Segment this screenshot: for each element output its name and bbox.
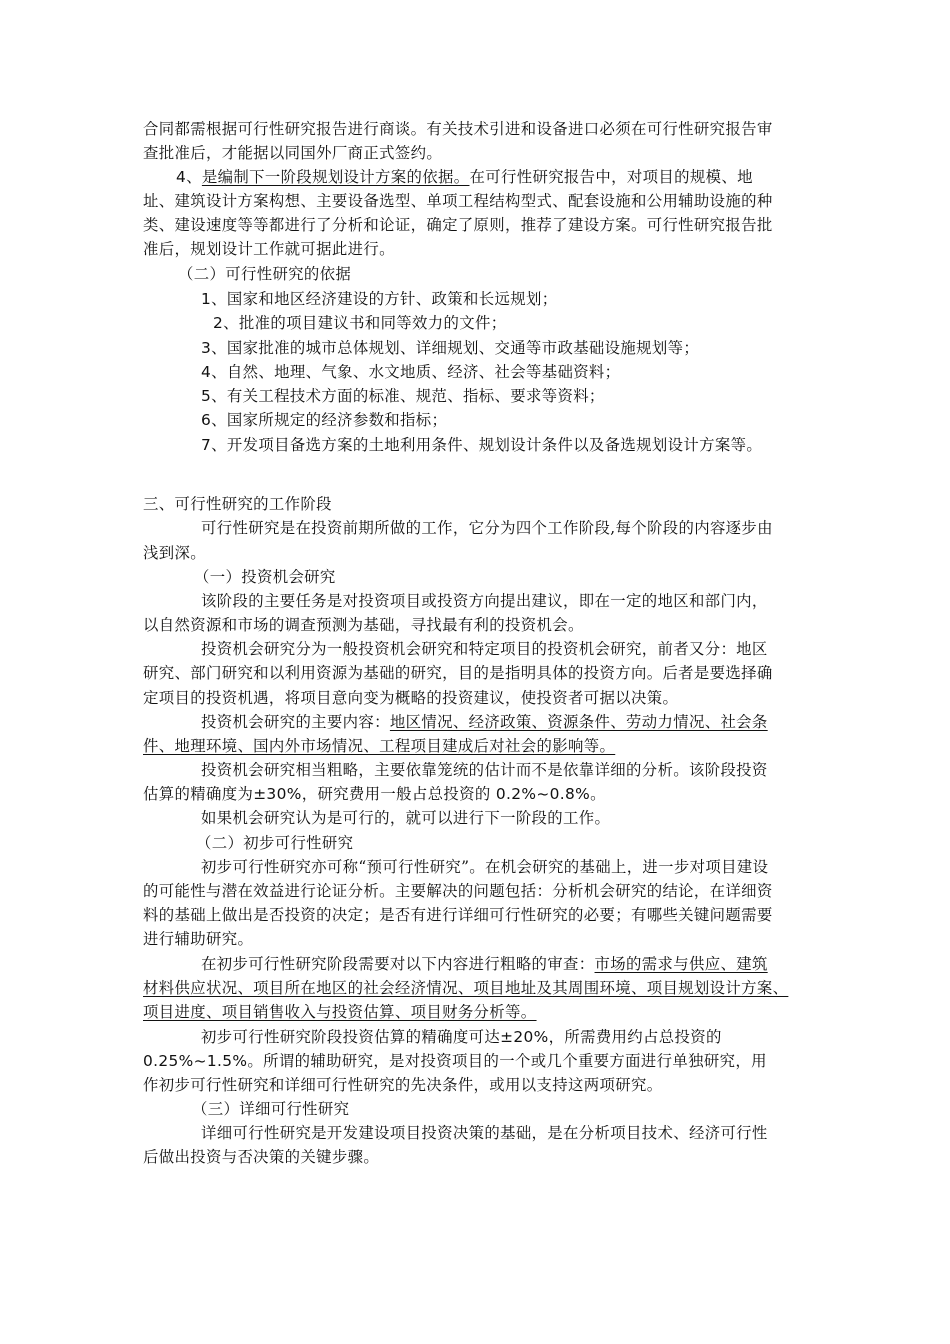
text-segment: 类、建设速度等等都进行了分析和论证，确定了原则，推荐了建设方案。可行性研究报告批: [143, 216, 773, 234]
text-line: [192, 1097, 862, 1121]
text-line: [143, 1049, 813, 1073]
text-segment: 0.2%~0.8%: [495, 785, 591, 803]
text-segment: 估算的精确度为: [143, 785, 254, 803]
text-segment: 。: [590, 785, 606, 803]
text-segment: 查批准后，才能据以同国外厂商正式签约。: [143, 144, 443, 162]
text-line: [201, 758, 871, 782]
text-segment: 。所谓的辅助研究，是对投资项目的一个或几个重要方面进行单独研究，用: [247, 1052, 767, 1070]
text-line: [143, 734, 813, 758]
text-segment: （三）详细可行性研究: [192, 1100, 350, 1118]
text-segment: 初步可行性研究阶段投资估算的精确度可达: [201, 1028, 501, 1046]
text-line: [201, 637, 871, 661]
underlined-text-segment: 市场的需求与供应、建筑: [594, 955, 768, 973]
text-segment: 7: [201, 436, 212, 454]
text-segment: 3: [201, 339, 212, 357]
text-segment: 料的基础上做出是否投资的决定；是否有进行详细可行性研究的必要；有哪些关键问题需要: [143, 906, 773, 924]
text-segment: 、国家批准的城市总体规划、详细规划、交通等市政基础设施规划等；: [211, 339, 700, 357]
underlined-text-segment: 地区情况、经济政策、资源条件、劳动力情况、社会条: [389, 713, 768, 731]
text-line: [143, 927, 813, 951]
underlined-text-segment: 件、地理环境、国内外市场情况、工程项目建成后对社会的影响等。: [143, 737, 616, 755]
text-segment: 6: [201, 411, 212, 429]
text-segment: 定项目的投资机遇，将项目意向变为概略的投资建议，使投资者可据以决策。: [143, 689, 679, 707]
text-segment: 、有关工程技术方面的标准、规范、指标、要求等资料；: [211, 387, 605, 405]
text-line: [143, 141, 813, 165]
text-line: [143, 189, 813, 213]
text-line: [201, 433, 871, 457]
text-line: [143, 613, 813, 637]
text-line: [201, 408, 871, 432]
text-segment: 后做出投资与否决策的关键步骤。: [143, 1148, 380, 1166]
text-line: [143, 237, 813, 261]
underlined-text-segment: 是编制下一阶段规划设计方案的依据。: [201, 168, 470, 186]
text-line: [194, 565, 864, 589]
text-line: [201, 336, 871, 360]
text-segment: 1: [201, 290, 212, 308]
text-segment: 初步可行性研究亦可称“预可行性研究”。在机会研究的基础上，进一步对项目建设: [201, 858, 769, 876]
text-line: [143, 903, 813, 927]
text-segment: （二）初步可行性研究: [196, 834, 354, 852]
text-segment: 以自然资源和市场的调查预测为基础，寻找最有利的投资机会。: [143, 616, 584, 634]
text-line: [201, 384, 871, 408]
text-line: [213, 311, 883, 335]
text-line: [143, 782, 813, 806]
text-segment: 作初步可行性研究和详细可行性研究的先决条件，或用以支持这两项研究。: [143, 1076, 663, 1094]
text-line: [201, 1121, 871, 1145]
text-segment: 、自然、地理、气象、水文地质、经济、社会等基础资料；: [211, 363, 621, 381]
text-segment: 详细可行性研究是开发建设项目投资决策的基础，是在分析项目技术、经济可行性: [201, 1124, 768, 1142]
text-segment: 0.25%~1.5%: [143, 1052, 248, 1070]
text-segment: 三、可行性研究的工作阶段: [143, 495, 332, 513]
text-segment: 、国家所规定的经济参数和指标；: [211, 411, 448, 429]
text-segment: ，所需费用约占总投资的: [548, 1028, 722, 1046]
text-line: [201, 516, 871, 540]
text-segment: 进行辅助研究。: [143, 930, 254, 948]
text-line: [143, 879, 813, 903]
text-segment: 在可行性研究报告中，对项目的规模、地: [469, 168, 753, 186]
text-segment: 研究、部门研究和以利用资源为基础的研究，目的是指明具体的投资方向。后者是要选择确: [143, 664, 773, 682]
text-segment: 如果机会研究认为是可行的，就可以进行下一阶段的工作。: [201, 809, 611, 827]
text-line: [143, 1145, 813, 1169]
text-line: [201, 855, 871, 879]
text-line: [143, 492, 813, 516]
text-segment: ，研究费用一般占总投资的: [301, 785, 496, 803]
text-line: [143, 117, 813, 141]
text-line: [201, 1025, 871, 1049]
text-line: [201, 287, 871, 311]
text-segment: 该阶段的主要任务是对投资项目或投资方向提出建议，即在一定的地区和部门内，: [201, 592, 768, 610]
text-segment: ±20%: [500, 1028, 549, 1046]
text-segment: 、批准的项目建议书和同等效力的文件；: [223, 314, 507, 332]
text-segment: 、国家和地区经济建设的方针、政策和长远规划；: [211, 290, 558, 308]
text-segment: 合同都需根据可行性研究报告进行商谈。有关技术引进和设备进口必须在可行性研究报告审: [143, 120, 773, 138]
text-segment: ±30%: [253, 785, 302, 803]
text-line: [143, 213, 813, 237]
text-segment: 2: [213, 314, 224, 332]
text-segment: 投资机会研究分为一般投资机会研究和特定项目的投资机会研究，前者又分：地区: [201, 640, 768, 658]
text-line: [143, 661, 813, 685]
text-line: [143, 1000, 813, 1024]
text-line: [201, 952, 871, 976]
text-segment: 投资机会研究相当粗略，主要依靠笼统的估计而不是依靠详细的分析。该阶段投资: [201, 761, 768, 779]
text-line: [201, 710, 871, 734]
underlined-text-segment: 项目进度、项目销售收入与投资估算、项目财务分析等。: [143, 1003, 537, 1021]
text-segment: 准后，规划设计工作就可据此进行。: [143, 240, 395, 258]
text-segment: 4、: [176, 168, 202, 186]
text-segment: 4: [201, 363, 212, 381]
text-line: [176, 165, 846, 189]
underlined-text-segment: 材料供应状况、项目所在地区的社会经济情况、项目地址及其周围环境、项目规划设计方案、: [143, 979, 789, 997]
text-line: [143, 686, 813, 710]
text-segment: （一）投资机会研究: [194, 568, 336, 586]
text-line: [201, 806, 871, 830]
text-segment: 、开发项目备选方案的土地利用条件、规划设计条件以及备选规划设计方案等。: [211, 436, 763, 454]
text-line: [196, 831, 866, 855]
text-segment: 5: [201, 387, 212, 405]
text-line: [143, 1073, 813, 1097]
text-segment: 投资机会研究的主要内容：: [201, 713, 390, 731]
text-line: [143, 541, 813, 565]
text-line: [178, 262, 848, 286]
text-segment: （二）可行性研究的依据: [178, 265, 352, 283]
text-line: [143, 976, 813, 1000]
text-line: [201, 589, 871, 613]
text-line: [201, 360, 871, 384]
text-segment: 的可能性与潜在效益进行论证分析。主要解决的问题包括：分析机会研究的结论，在详细资: [143, 882, 773, 900]
text-segment: 浅到深。: [143, 544, 206, 562]
text-segment: 址、建筑设计方案构想、主要设备选型、单项工程结构型式、配套设施和公用辅助设施的种: [143, 192, 773, 210]
text-segment: 可行性研究是在投资前期所做的工作，它分为四个工作阶段,每个阶段的内容逐步由: [201, 519, 773, 537]
text-segment: 在初步可行性研究阶段需要对以下内容进行粗略的审查：: [201, 955, 595, 973]
